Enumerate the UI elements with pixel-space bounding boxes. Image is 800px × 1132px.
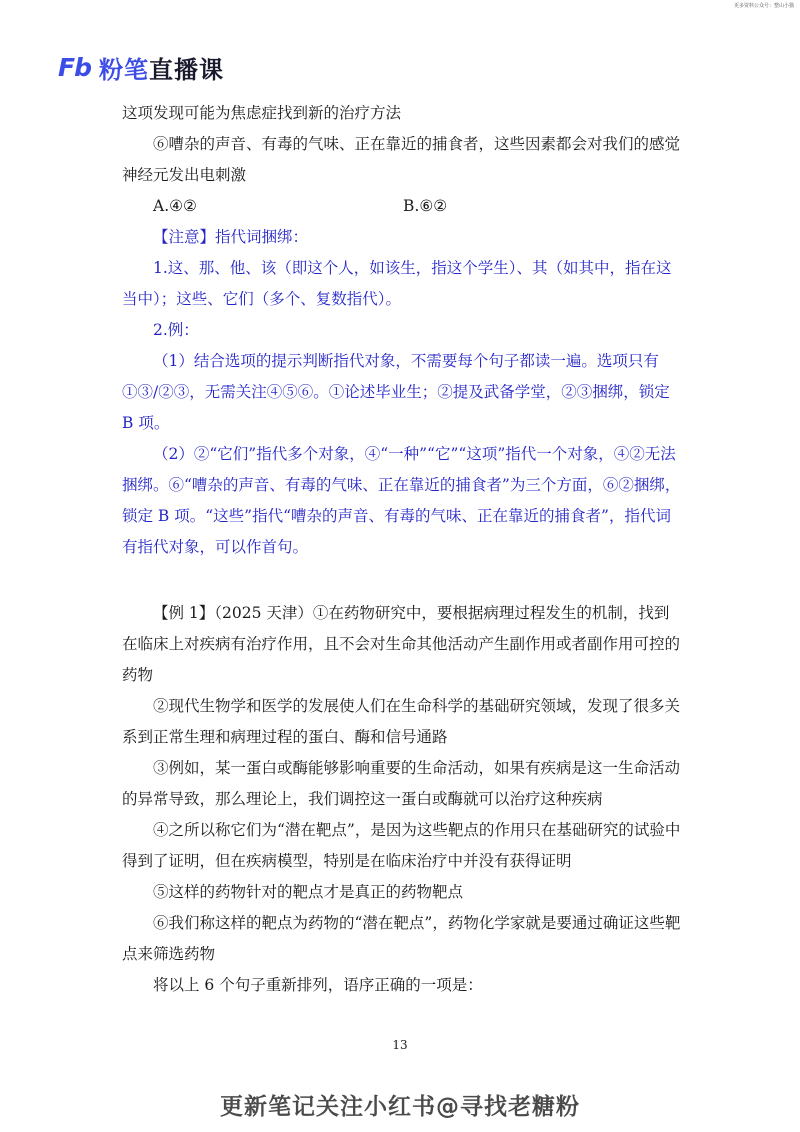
brand-logo [58,52,224,82]
example-sentence-1: 【例 1】（2025 天津）①在药物研究中，要根据病理过程发生的机制，找到在临床上对疾病有治疗作用，且不会对生命其他活动产生副作用或者副作用可控的药物 [122,604,681,684]
document-body [122,98,682,1001]
item-6-first: ⑥嘈杂的声音、有毒的气味、正在靠近的捕食者，这些因素都会对我们的感觉神经元发出电刺激 [122,135,681,184]
note-point-2-title: 2.例： [153,321,199,339]
example-sentence-4: ④之所以称它们为“潜在靶点”，是因为这些靶点的作用只在基础研究的试验中得到了证明，但在疾病模型，特别是在临床治疗中并没有获得证明 [122,821,681,870]
corner-note: 更多资料公众号：整山小猫 [733,3,794,9]
brand-name [99,50,224,85]
example-sentence-6: ⑥我们称这样的靶点为药物的“潜在靶点”，药物化学家就是要通过确证这些靶点来筛选药物 [122,914,681,963]
option-b: B.⑥② [403,197,448,215]
example-sentence-3: ③例如，某一蛋白或酶能够影响重要的生命活动，如果有疾病是这一生命活动的异常导致，那么理论上，我们调控这一蛋白或酶就可以治疗这种疾病 [122,759,681,808]
page-number: 13 [392,1038,408,1052]
brand-name-a: 粉笔 [98,55,149,84]
answer-options [122,191,682,222]
footer-watermark: 更新笔记关注小红书@寻找老糖粉 [220,1094,580,1120]
option-a: A.④② [153,197,197,215]
example-sentence-2: ②现代生物学和医学的发展使人们在生命科学的基础研究领域，发现了很多关系到正常生理和病理过程的蛋白、酶和信号通路 [122,697,681,746]
note-point-1: 1.这、那、他、该（即这个人，如该生，指这个学生）、其（如其中，指在这当中）；这些、它们（多个、复数指代）。 [122,259,672,308]
note-point-2a: （1）结合选项的提示判断指代对象，不需要每个句子都读一遍。选项只有①③/②③，无需关注④⑤⑥。①论述毕业生；②提及武备学堂，②③捆绑，锁定 B 项。 [122,352,670,432]
spacer [122,563,682,598]
fb-logo-icon: Fb [58,52,91,82]
note-title: 【注意】指代词捆绑： [153,228,309,246]
intro-tail: 这项发现可能为焦虑症找到新的治疗方法 [122,104,402,122]
note-point-2b: （2）②“它们”指代多个对象，④“一种”“它”“这项”指代一个对象，④②无法捆绑。⑥“嘈杂的声音、有毒的气味、正在靠近的捕食者”为三个方面，⑥②捆绑，锁定 B 项。“这些”指代“嘈杂的声音、有毒的气味、正在靠近的捕食者”，指代词有指代对象，可以作首句。 [122,445,681,556]
example-sentence-5: ⑤这样的药物针对的靶点才是真正的药物靶点 [153,883,464,901]
example-question: 将以上 6 个句子重新排列，语序正确的一项是： [153,976,483,994]
brand-name-b: 直播课 [148,55,224,84]
